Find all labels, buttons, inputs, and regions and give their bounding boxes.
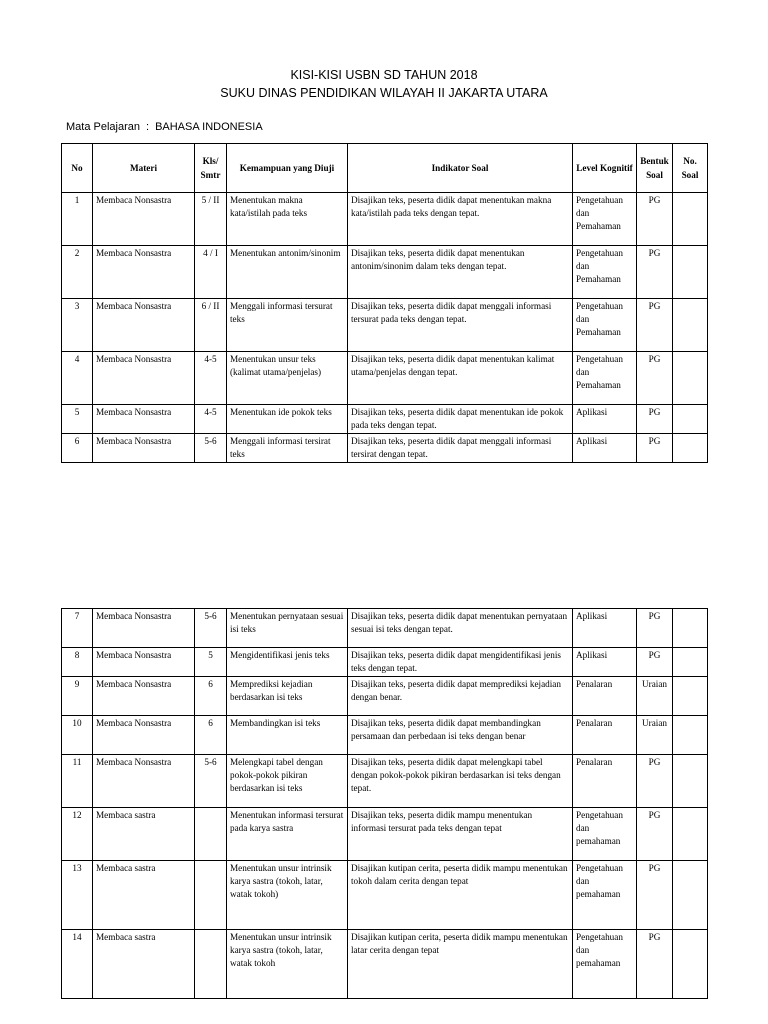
cell-level: Pengetahuan dan Pemahaman: [573, 299, 637, 352]
cell-kls: 5 / II: [195, 193, 227, 246]
cell-materi: Membaca Nonsastra: [93, 609, 195, 648]
header-materi: Materi: [93, 144, 195, 193]
cell-indikator: Disajikan teks, peserta didik dapat memprediksi kejadian dengan benar.: [348, 677, 573, 716]
table-row: [62, 352, 708, 405]
cell-indikator: Disajikan teks, peserta didik dapat menggali informasi tersirat dengan tepat.: [348, 434, 573, 463]
cell-nosoal: [673, 755, 708, 808]
cell-kls: [195, 861, 227, 930]
cell-materi: Membaca Nonsastra: [93, 648, 195, 677]
header-nosoal: No. Soal: [673, 144, 708, 193]
table-row: [62, 648, 708, 677]
cell-bentuk: PG: [637, 808, 673, 861]
cell-kemampuan: Menggali informasi tersirat teks: [227, 434, 348, 463]
header-no: No: [62, 144, 93, 193]
cell-bentuk: PG: [637, 405, 673, 434]
cell-no: 13: [62, 861, 93, 930]
cell-bentuk: PG: [637, 755, 673, 808]
cell-no: 4: [62, 352, 93, 405]
table-header-row: [62, 144, 708, 193]
cell-kemampuan: Menentukan informasi tersurat pada karya sastra: [227, 808, 348, 861]
cell-nosoal: [673, 193, 708, 246]
subject-value: BAHASA INDONESIA: [155, 121, 263, 133]
cell-kls: 6 / II: [195, 299, 227, 352]
subject-separator: :: [146, 121, 150, 133]
cell-level: Penalaran: [573, 677, 637, 716]
cell-indikator: Disajikan teks, peserta didik dapat menggali informasi tersurat pada teks dengan tepat.: [348, 299, 573, 352]
header-bentuk: Bentuk Soal: [637, 144, 673, 193]
cell-materi: Membaca Nonsastra: [93, 246, 195, 299]
cell-materi: Membaca Nonsastra: [93, 755, 195, 808]
cell-kemampuan: Menentukan makna kata/istilah pada teks: [227, 193, 348, 246]
document-title: KISI-KISI USBN SD TAHUN 2018: [290, 68, 478, 82]
cell-kemampuan: Menggali informasi tersurat teks: [227, 299, 348, 352]
cell-kemampuan: Menentukan ide pokok teks: [227, 405, 348, 434]
cell-level: Pengetahuan dan Pemahaman: [573, 193, 637, 246]
cell-materi: Membaca sastra: [93, 808, 195, 861]
cell-nosoal: [673, 246, 708, 299]
cell-nosoal: [673, 405, 708, 434]
cell-materi: Membaca Nonsastra: [93, 299, 195, 352]
kisi-kisi-table-part-1: [61, 143, 708, 463]
cell-kemampuan: Mengidentifikasi jenis teks: [227, 648, 348, 677]
cell-indikator: Disajikan teks, peserta didik dapat menentukan antonim/sinonim dalam teks dengan tepat.: [348, 246, 573, 299]
cell-level: Pengetahuan dan pemahaman: [573, 808, 637, 861]
cell-nosoal: [673, 808, 708, 861]
cell-no: 14: [62, 930, 93, 999]
cell-indikator: Disajikan teks, peserta didik dapat menentukan makna kata/istilah pada teks dengan tepat.: [348, 193, 573, 246]
cell-kls: [195, 808, 227, 861]
cell-materi: Membaca Nonsastra: [93, 677, 195, 716]
table-row: [62, 299, 708, 352]
cell-level: Aplikasi: [573, 648, 637, 677]
header-kemampuan: Kemampuan yang Diuji: [227, 144, 348, 193]
cell-kemampuan: Menentukan antonim/sinonim: [227, 246, 348, 299]
cell-materi: Membaca Nonsastra: [93, 716, 195, 755]
cell-no: 3: [62, 299, 93, 352]
cell-no: 12: [62, 808, 93, 861]
table-row: [62, 755, 708, 808]
cell-level: Aplikasi: [573, 405, 637, 434]
cell-kemampuan: Menentukan unsur intrinsik karya sastra (tokoh, latar, watak tokoh: [227, 930, 348, 999]
table-row: [62, 193, 708, 246]
subject-line: [66, 121, 263, 133]
cell-no: 10: [62, 716, 93, 755]
header-kls: Kls/ Smtr: [195, 144, 227, 193]
cell-kemampuan: Memprediksi kejadian berdasarkan isi teks: [227, 677, 348, 716]
cell-nosoal: [673, 716, 708, 755]
cell-no: 6: [62, 434, 93, 463]
cell-kemampuan: Menentukan unsur intrinsik karya sastra (tokoh, latar, watak tokoh): [227, 861, 348, 930]
cell-kls: 5-6: [195, 609, 227, 648]
cell-kls: [195, 930, 227, 999]
cell-materi: Membaca Nonsastra: [93, 434, 195, 463]
cell-bentuk: PG: [637, 434, 673, 463]
cell-no: 8: [62, 648, 93, 677]
cell-kemampuan: Menentukan pernyataan sesuai isi teks: [227, 609, 348, 648]
cell-materi: Membaca Nonsastra: [93, 352, 195, 405]
document-subtitle: SUKU DINAS PENDIDIKAN WILAYAH II JAKARTA UTARA: [220, 86, 548, 100]
cell-bentuk: PG: [637, 193, 673, 246]
cell-bentuk: PG: [637, 609, 673, 648]
table-body-1: [62, 193, 708, 463]
table-row: [62, 861, 708, 930]
cell-kls: 4-5: [195, 352, 227, 405]
cell-indikator: Disajikan teks, peserta didik dapat mengidentifikasi jenis teks dengan tepat.: [348, 648, 573, 677]
cell-materi: Membaca Nonsastra: [93, 405, 195, 434]
cell-no: 7: [62, 609, 93, 648]
cell-indikator: Disajikan teks, peserta didik dapat melengkapi tabel dengan pokok-pokok pikiran berdasarkan isi teks dengan tepat.: [348, 755, 573, 808]
cell-nosoal: [673, 609, 708, 648]
cell-bentuk: PG: [637, 648, 673, 677]
cell-indikator: Disajikan kutipan cerita, peserta didik mampu menentukan tokoh dalam cerita dengan tepat: [348, 861, 573, 930]
cell-nosoal: [673, 677, 708, 716]
cell-indikator: Disajikan teks, peserta didik dapat menentukan ide pokok pada teks dengan tepat.: [348, 405, 573, 434]
cell-level: Penalaran: [573, 716, 637, 755]
cell-no: 9: [62, 677, 93, 716]
cell-level: Penalaran: [573, 755, 637, 808]
cell-bentuk: PG: [637, 861, 673, 930]
cell-level: Pengetahuan dan Pemahaman: [573, 352, 637, 405]
table-row: [62, 246, 708, 299]
cell-kls: 6: [195, 677, 227, 716]
table-row: [62, 808, 708, 861]
table-row: [62, 609, 708, 648]
cell-nosoal: [673, 930, 708, 999]
cell-bentuk: PG: [637, 246, 673, 299]
header-indikator: Indikator Soal: [348, 144, 573, 193]
cell-kls: 6: [195, 716, 227, 755]
cell-bentuk: Uraian: [637, 716, 673, 755]
cell-bentuk: PG: [637, 352, 673, 405]
cell-no: 1: [62, 193, 93, 246]
cell-level: Pengetahuan dan Pemahaman: [573, 246, 637, 299]
cell-level: Aplikasi: [573, 434, 637, 463]
cell-indikator: Disajikan teks, peserta didik dapat membandingkan persamaan dan perbedaan isi teks dengan benar: [348, 716, 573, 755]
cell-materi: Membaca sastra: [93, 861, 195, 930]
cell-no: 5: [62, 405, 93, 434]
cell-indikator: Disajikan teks, peserta didik dapat menentukan pernyataan sesuai isi teks dengan tepat.: [348, 609, 573, 648]
cell-kls: 5-6: [195, 434, 227, 463]
cell-level: Pengetahuan dan pemahaman: [573, 861, 637, 930]
cell-kls: 5: [195, 648, 227, 677]
subject-label: Mata Pelajaran: [66, 121, 140, 133]
cell-bentuk: PG: [637, 930, 673, 999]
table-body-2: [62, 609, 708, 999]
table-row: [62, 405, 708, 434]
cell-indikator: Disajikan teks, peserta didik dapat menentukan kalimat utama/penjelas dengan tepat.: [348, 352, 573, 405]
cell-level: Pengetahuan dan pemahaman: [573, 930, 637, 999]
cell-nosoal: [673, 648, 708, 677]
table-row: [62, 677, 708, 716]
header-level: Level Kognitif: [573, 144, 637, 193]
cell-kls: 4-5: [195, 405, 227, 434]
cell-kemampuan: Melengkapi tabel dengan pokok-pokok pikiran berdasarkan isi teks: [227, 755, 348, 808]
cell-nosoal: [673, 861, 708, 930]
cell-materi: Membaca Nonsastra: [93, 193, 195, 246]
cell-bentuk: Uraian: [637, 677, 673, 716]
cell-bentuk: PG: [637, 299, 673, 352]
kisi-kisi-table-part-2: [61, 608, 708, 999]
table-row: [62, 716, 708, 755]
cell-nosoal: [673, 434, 708, 463]
cell-nosoal: [673, 352, 708, 405]
cell-level: Aplikasi: [573, 609, 637, 648]
cell-nosoal: [673, 299, 708, 352]
cell-kemampuan: Menentukan unsur teks (kalimat utama/penjelas): [227, 352, 348, 405]
cell-kls: 4 / I: [195, 246, 227, 299]
cell-indikator: Disajikan teks, peserta didik mampu menentukan informasi tersurat pada teks dengan tepat: [348, 808, 573, 861]
table-row: [62, 434, 708, 463]
cell-no: 11: [62, 755, 93, 808]
table-row: [62, 930, 708, 999]
cell-kls: 5-6: [195, 755, 227, 808]
cell-kemampuan: Membandingkan isi teks: [227, 716, 348, 755]
cell-no: 2: [62, 246, 93, 299]
cell-indikator: Disajikan kutipan cerita, peserta didik mampu menentukan latar cerita dengan tepat: [348, 930, 573, 999]
cell-materi: Membaca sastra: [93, 930, 195, 999]
